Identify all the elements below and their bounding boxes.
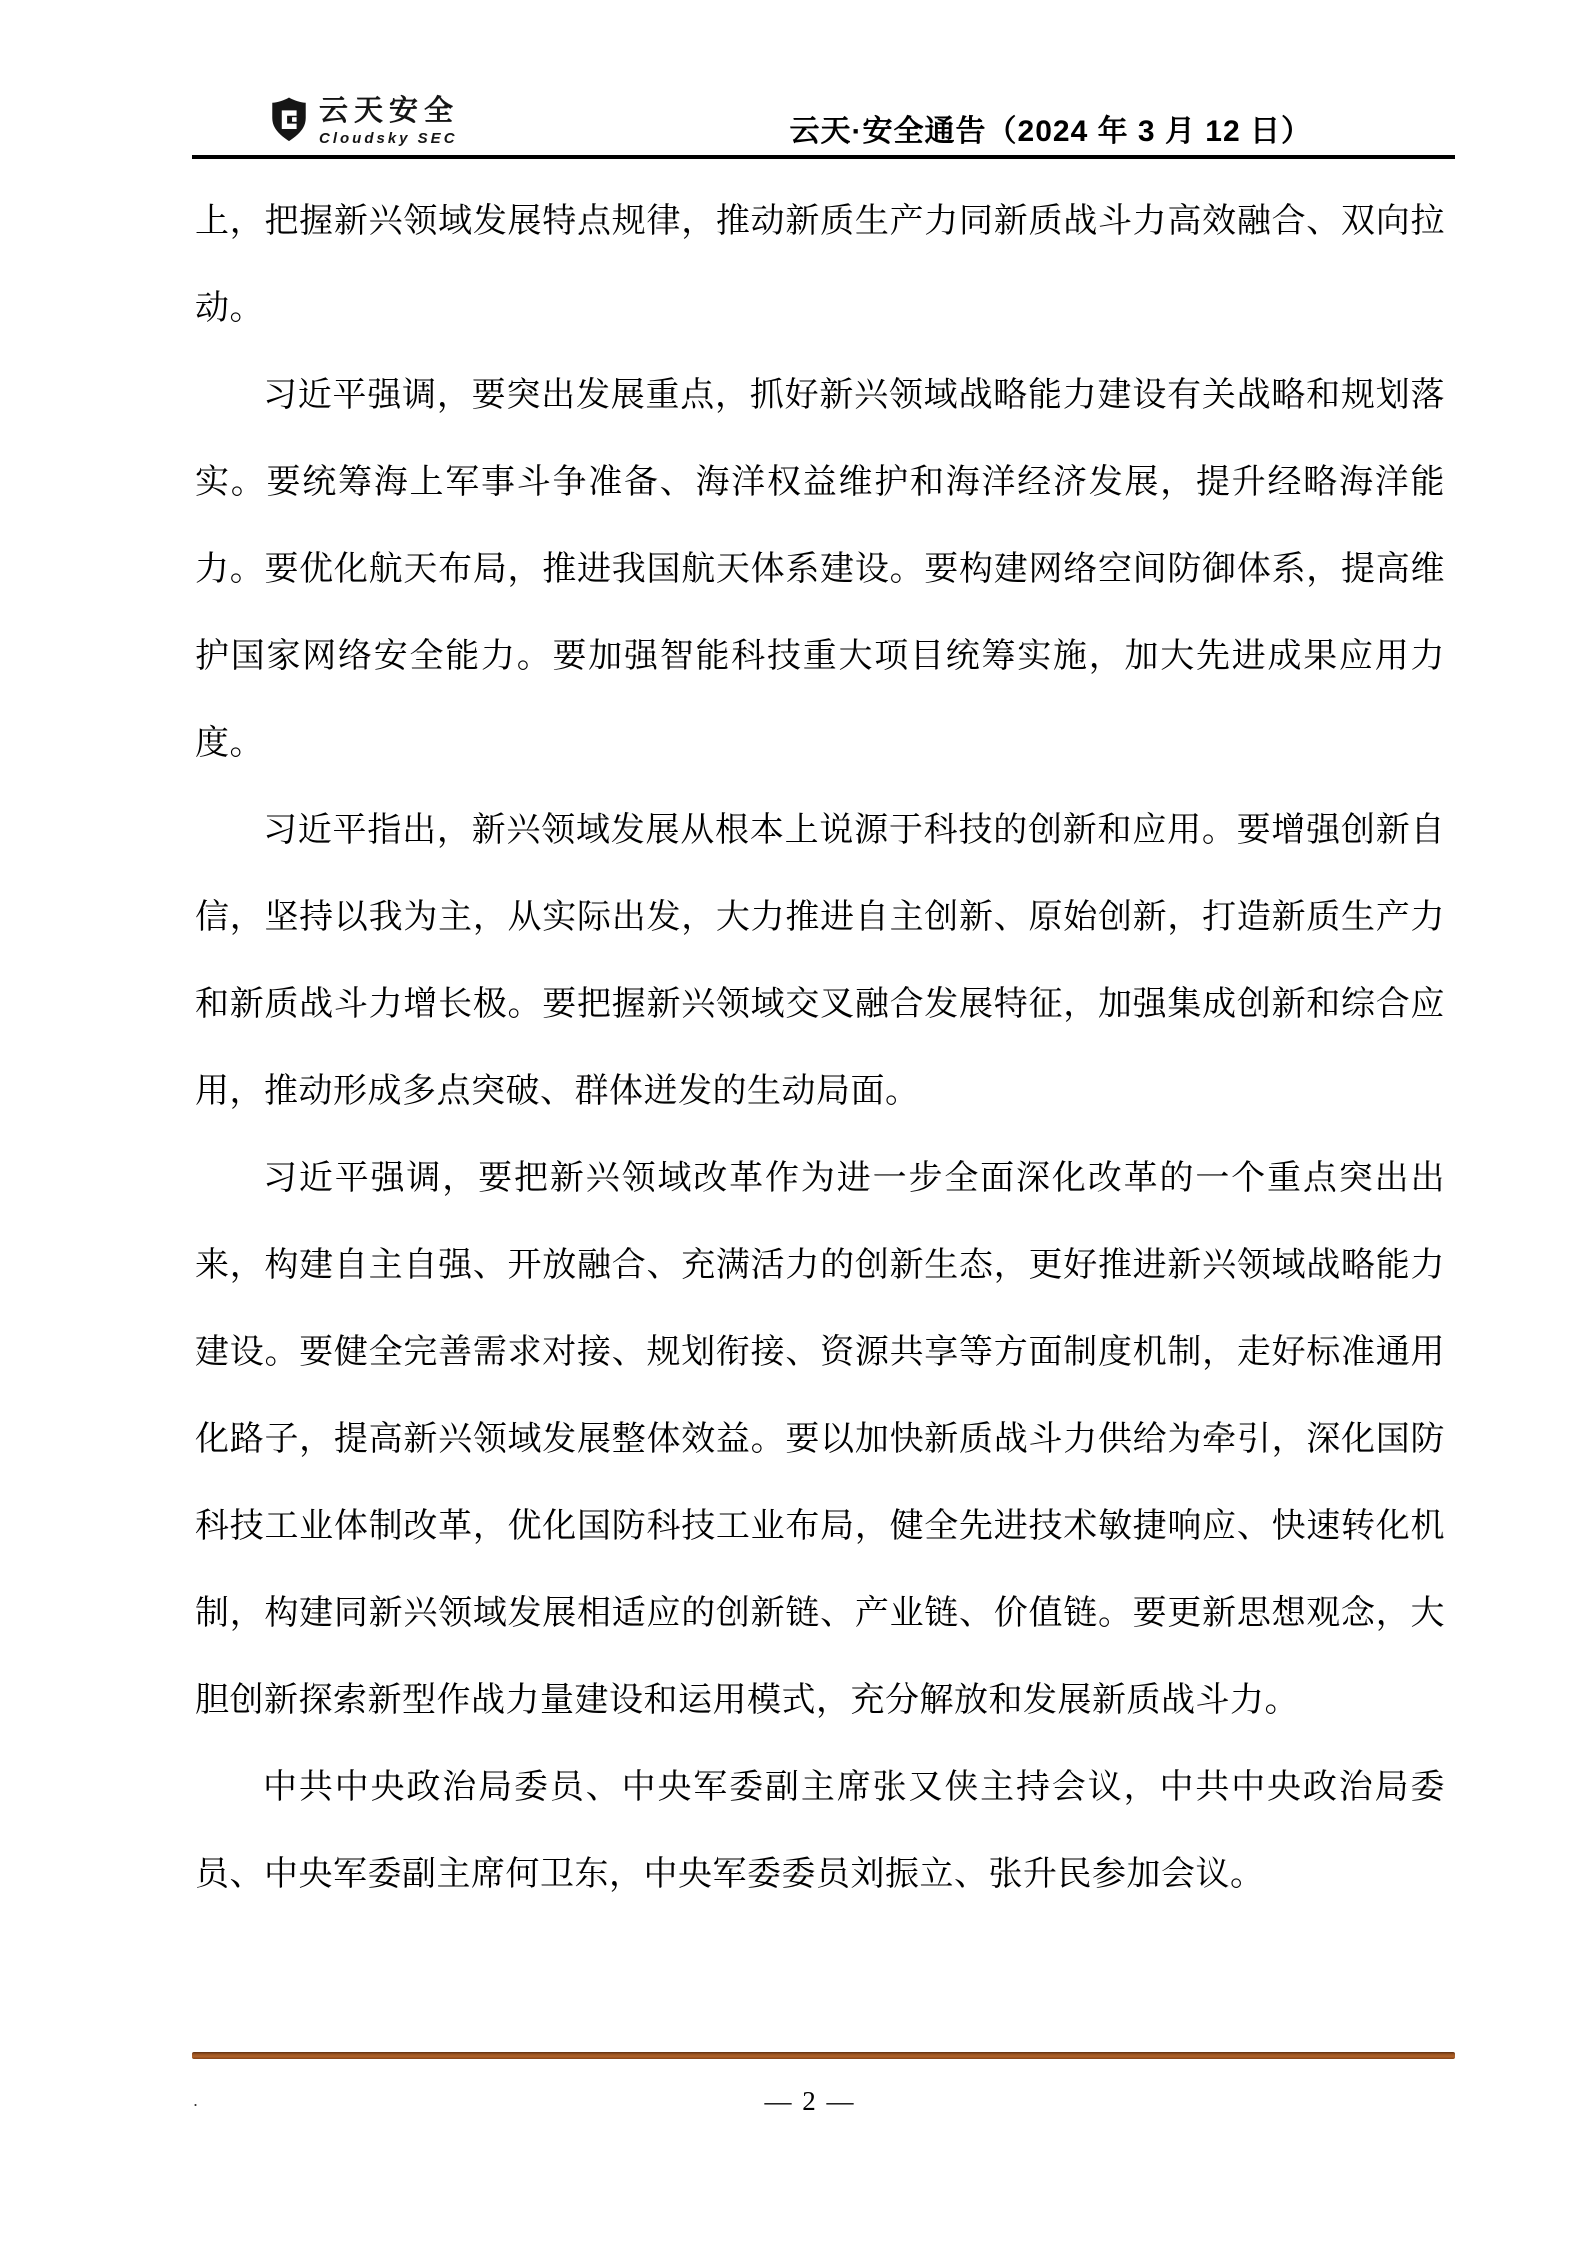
- paragraph: 上，把握新兴领域发展特点规律，推动新质生产力同新质战斗力高效融合、双向拉动。: [195, 202, 1445, 327]
- page-number: — 2 —: [764, 2086, 856, 2116]
- paragraph: 中共中央政治局委员、中央军委副主席张又侠主持会议，中共中央政治局委员、中央军委副主席何卫东，中央军委委员刘振立、张升民参加会议。: [195, 1768, 1445, 1893]
- document-body: [195, 178, 1445, 1918]
- bulletin-title: 云天·安全通告（2024 年 3 月 12 日）: [789, 115, 1312, 148]
- brand-name-en: Cloudsky SEC: [319, 130, 458, 148]
- brand-logo: [270, 96, 459, 147]
- paragraph: 习近平强调，要突出发展重点，抓好新兴领域战略能力建设有关战略和规划落实。要统筹海上军事斗争准备、海洋权益维护和海洋经济发展，提升经略海洋能力。要优化航天布局，推进我国航天体系建设。要构建网络空间防御体系，提高维护国家网络安全能力。要加强智能科技重大项目统筹实施，加大先进成果应用力度。: [195, 376, 1445, 762]
- paragraph: 习近平指出，新兴领域发展从根本上说源于科技的创新和应用。要增强创新自信，坚持以我为主，从实际出发，大力推进自主创新、原始创新，打造新质生产力和新质战斗力增长极。要把握新兴领域交叉融合发展特征，加强集成创新和综合应用，推动形成多点突破、群体迸发的生动局面。: [195, 811, 1445, 1110]
- footer-left-mark: .: [193, 2090, 199, 2110]
- brand-name-cn: 云天安全: [319, 95, 460, 127]
- shield-c-icon: [270, 96, 308, 143]
- paragraph: 习近平强调，要把新兴领域改革作为进一步全面深化改革的一个重点突出出来，构建自主自强、开放融合、充满活力的创新生态，更好推进新兴领域战略能力建设。要健全完善需求对接、规划衔接、资源共享等方面制度机制，走好标准通用化路子，提高新兴领域发展整体效益。要以加快新质战斗力供给为牵引，深化国防科技工业体制改革，优化国防科技工业布局，健全先进技术敏捷响应、快速转化机制，构建同新兴领域发展相适应的创新链、产业链、价值链。要更新思想观念，大胆创新探索新型作战力量建设和运用模式，充分解放和发展新质战斗力。: [195, 1159, 1445, 1719]
- header-rule: [192, 155, 1455, 159]
- footer-rule: [192, 2052, 1455, 2059]
